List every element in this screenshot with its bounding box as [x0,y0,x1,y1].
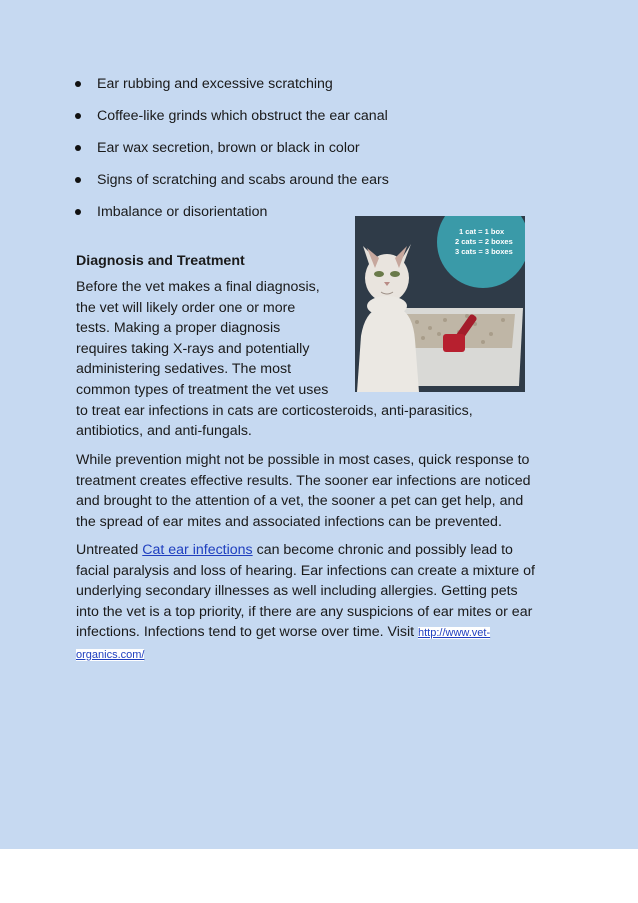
bullet-icon [75,145,81,151]
bullet-icon [75,209,81,215]
list-item: Ear wax secretion, brown or black in color [73,138,389,170]
list-item: Signs of scratching and scabs around the ears [73,170,389,202]
list-item: Imbalance or disorientation [73,202,389,234]
cat-ear-infections-link[interactable]: Cat ear infections [142,542,253,558]
sign-line-1: 1 cat = 1 box [459,227,505,236]
untreated-paragraph: Untreated Cat ear infections can become chronic and possibly lead to facial paralysis and loss of hearing. Ear infections can create a mixture of underlying secondary illnesses as well including allergies. Getting pets into the vet is a top priority, if there are any suspicions of ear mites or ear infections. Infections tend to get worse over time. Visit http://www.vet- organics.com/ [76,542,535,661]
vet-organics-url-link-continued[interactable]: organics.com/ [76,648,145,661]
bullet-icon [75,113,81,119]
diagnosis-paragraph: Before the vet makes a final diagnosis, the vet will likely order one or more tests. Making a proper diagnosis requires taking X-rays and potentially administering sedatives. The most common types of treatment the vet uses to treat ear infections in cats are corticosteroids, anti-parasitics, antibiotics, and anti-fungals. [76,279,473,440]
bullet-icon [75,81,81,87]
sign-line-2: 2 cats = 2 boxes [455,237,513,246]
sign-line-3: 3 cats = 3 boxes [455,247,513,256]
list-item: Coffee-like grinds which obstruct the ear canal [73,106,389,138]
section-heading: Diagnosis and Treatment [76,253,245,269]
bullet-icon [75,177,81,183]
prevention-paragraph: While prevention might not be possible in most cases, quick response to treatment creates effective results. The sooner ear infections are noticed and brought to the attention of a vet, the sooner a pet can get help, and the spread of ear mites and associated infections can be prevented. [76,452,531,530]
list-item: Ear rubbing and excessive scratching [73,74,389,106]
vet-organics-url-link[interactable]: http://www.vet- [417,627,491,640]
symptom-list [73,74,389,234]
